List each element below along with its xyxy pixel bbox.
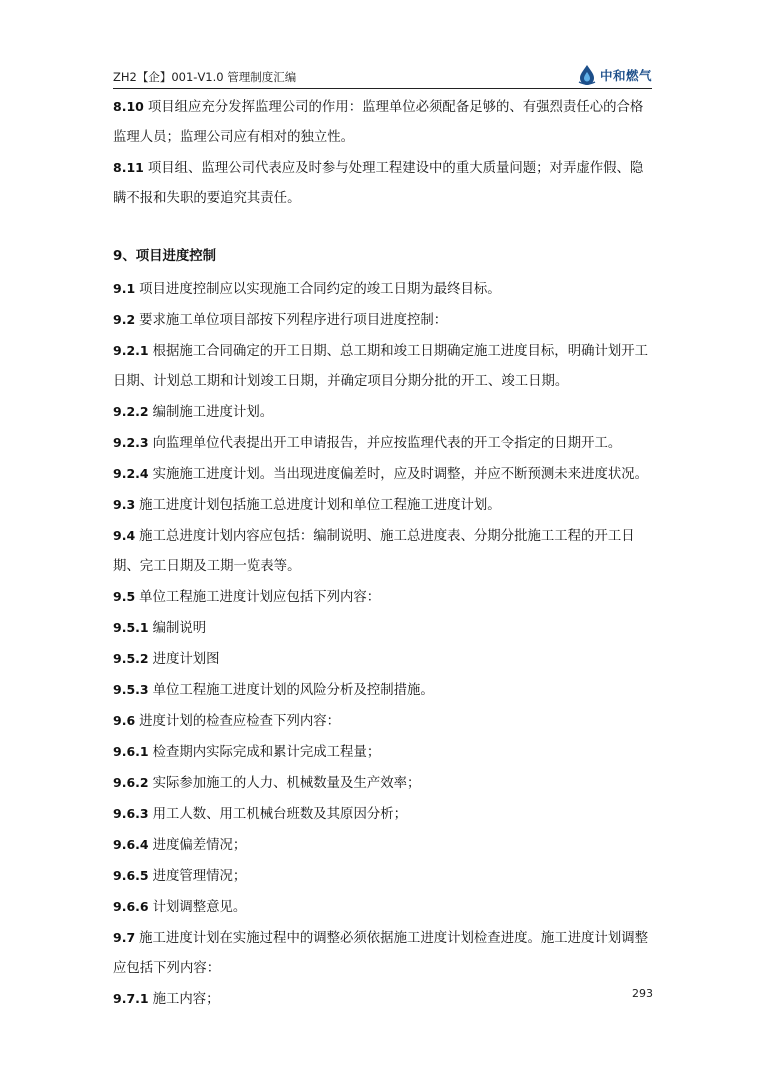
paragraph-9-6-4: 9.6.4 进度偏差情况； <box>113 837 247 853</box>
paragraph-9-5-1: 9.5.1 编制说明 <box>113 620 207 636</box>
paragraph-9-5: 9.5 单位工程施工进度计划应包括下列内容： <box>113 589 381 605</box>
paragraph-8-10: 8.10 项目组应充分发挥监理公司的作用：监理单位必须配备足够的、有强烈责任心的合格监理人员；监理公司应有相对的独立性。 <box>113 99 644 145</box>
page-number: 293 <box>632 987 653 1000</box>
paragraph-9-3: 9.3 施工进度计划包括施工总进度计划和单位工程施工进度计划。 <box>113 497 501 513</box>
paragraph-9-6-2: 9.6.2 实际参加施工的人力、机械数量及生产效率； <box>113 775 421 791</box>
company-logo <box>576 64 652 86</box>
paragraph-9-2-4: 9.2.4 实施施工进度计划。当出现进度偏差时，应及时调整，并应不断预测未来进度状况。 <box>113 466 649 482</box>
paragraph-9-6-3: 9.6.3 用工人数、用工机械台班数及其原因分析； <box>113 806 408 822</box>
paragraph-9-6-6: 9.6.6 计划调整意见。 <box>113 899 247 915</box>
flame-drop-icon <box>576 64 598 86</box>
header-title: ZH2【企】001-V1.0 管理制度汇编 <box>113 70 297 84</box>
page-header <box>113 60 652 89</box>
paragraph-9-6-5: 9.6.5 进度管理情况； <box>113 868 247 884</box>
paragraph-9-5-2: 9.5.2 进度计划图 <box>113 651 220 667</box>
paragraph-8-11: 8.11 项目组、监理公司代表应及时参与处理工程建设中的重大质量问题；对弄虚作假、隐瞒不报和失职的要追究其责任。 <box>113 160 644 206</box>
section-heading: 9、项目进度控制 <box>113 249 217 264</box>
paragraph-9-6: 9.6 进度计划的检查应检查下列内容： <box>113 713 341 729</box>
paragraph-9-4: 9.4 施工总进度计划内容应包括：编制说明、施工总进度表、分期分批施工工程的开工日期、完工日期及工期一览表等。 <box>113 528 635 574</box>
logo-text: 中和燃气 <box>599 68 652 83</box>
paragraph-9-2-3: 9.2.3 向监理单位代表提出开工申请报告，并应按监理代表的开工令指定的日期开工。 <box>113 435 622 451</box>
paragraph-9-6-1: 9.6.1 检查期内实际完成和累计完成工程量； <box>113 744 381 760</box>
paragraph-9-2-2: 9.2.2 编制施工进度计划。 <box>113 404 274 420</box>
document-body <box>113 92 653 1015</box>
paragraph-9-7-1: 9.7.1 施工内容； <box>113 991 220 1007</box>
paragraph-9-2: 9.2 要求施工单位项目部按下列程序进行项目进度控制： <box>113 312 448 328</box>
paragraph-9-2-1: 9.2.1 根据施工合同确定的开工日期、总工期和竣工日期确定施工进度目标，明确计划开工日期、计划总工期和计划竣工日期，并确定项目分期分批的开工、竣工日期。 <box>113 343 649 389</box>
paragraph-9-1: 9.1 项目进度控制应以实现施工合同约定的竣工日期为最终目标。 <box>113 281 501 297</box>
paragraph-9-7: 9.7 施工进度计划在实施过程中的调整必须依据施工进度计划检查进度。施工进度计划调整应包括下列内容： <box>113 930 648 976</box>
paragraph-9-5-3: 9.5.3 单位工程施工进度计划的风险分析及控制措施。 <box>113 682 434 698</box>
